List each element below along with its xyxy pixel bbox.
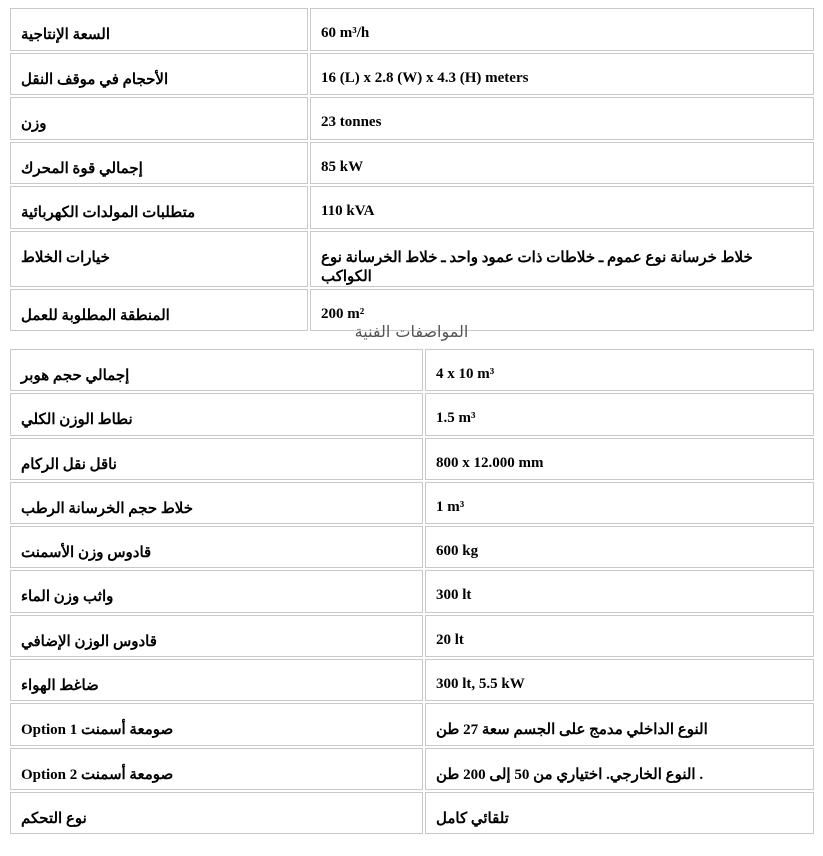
table-row bbox=[10, 438, 814, 480]
spec-value: 1 m³ bbox=[425, 482, 814, 524]
spec-value: 4 x 10 m³ bbox=[425, 349, 814, 391]
table-row bbox=[10, 186, 814, 229]
spec-label: إجمالي حجم هوبر bbox=[10, 349, 423, 391]
spec-label: المنطقة المطلوبة للعمل bbox=[10, 289, 308, 332]
spec-label: قادوس الوزن الإضافي bbox=[10, 615, 423, 657]
spec-value: 600 kg bbox=[425, 526, 814, 568]
spec-label: صومعة أسمنت Option 1 bbox=[10, 703, 423, 745]
spec-label: خلاط حجم الخرسانة الرطب bbox=[10, 482, 423, 524]
table-row bbox=[10, 231, 814, 287]
spec-value: تلقائي كامل bbox=[425, 792, 814, 834]
spec-value: 300 lt, 5.5 kW bbox=[425, 659, 814, 701]
table-row bbox=[10, 659, 814, 701]
spec-label: نوع التحكم bbox=[10, 792, 423, 834]
spec-value: . النوع الخارجي. اختياري من 50 إلى 200 طن bbox=[425, 748, 814, 790]
spec-label: الأحجام في موقف النقل bbox=[10, 53, 308, 96]
spec-label: قادوس وزن الأسمنت bbox=[10, 526, 423, 568]
general-specs-table bbox=[8, 6, 816, 333]
spec-label: ضاغط الهواء bbox=[10, 659, 423, 701]
table-row bbox=[10, 526, 814, 568]
spec-value: خلاط خرسانة نوع عموم ـ خلاطات ذات عمود واحد ـ خلاط الخرسانة نوع الكواكب bbox=[310, 231, 814, 287]
spec-label: واثب وزن الماء bbox=[10, 570, 423, 612]
spec-value: 800 x 12.000 mm bbox=[425, 438, 814, 480]
spec-label: وزن bbox=[10, 97, 308, 140]
spec-label: ناقل نقل الركام bbox=[10, 438, 423, 480]
spec-value: 20 lt bbox=[425, 615, 814, 657]
table-row bbox=[10, 349, 814, 391]
spec-value: 110 kVA bbox=[310, 186, 814, 229]
table-row bbox=[10, 97, 814, 140]
spec-value: 23 tonnes bbox=[310, 97, 814, 140]
spec-label: نطاط الوزن الكلي bbox=[10, 393, 423, 435]
technical-specs-table bbox=[8, 347, 816, 836]
table-row bbox=[10, 482, 814, 524]
spec-value: 200 m² bbox=[310, 289, 814, 332]
spec-value: 1.5 m³ bbox=[425, 393, 814, 435]
table-row bbox=[10, 615, 814, 657]
spec-value: 16 (L) x 2.8 (W) x 4.3 (H) meters bbox=[310, 53, 814, 96]
spec-label: خيارات الخلاط bbox=[10, 231, 308, 287]
table-row bbox=[10, 142, 814, 185]
table-row bbox=[10, 53, 814, 96]
spec-value: 85 kW bbox=[310, 142, 814, 185]
spec-value: 300 lt bbox=[425, 570, 814, 612]
table-row bbox=[10, 570, 814, 612]
spec-label: متطلبات المولدات الكهربائية bbox=[10, 186, 308, 229]
table-row bbox=[10, 8, 814, 51]
spec-label: إجمالي قوة المحرك bbox=[10, 142, 308, 185]
table-row bbox=[10, 703, 814, 745]
table-row bbox=[10, 792, 814, 834]
spec-label: صومعة أسمنت Option 2 bbox=[10, 748, 423, 790]
spec-value: 60 m³/h bbox=[310, 8, 814, 51]
section-title: المواصفات الفنية bbox=[354, 322, 469, 341]
spec-value: النوع الداخلي مدمج على الجسم سعة 27 طن bbox=[425, 703, 814, 745]
table-row bbox=[10, 748, 814, 790]
table-row bbox=[10, 393, 814, 435]
spec-label: السعة الإنتاجية bbox=[10, 8, 308, 51]
